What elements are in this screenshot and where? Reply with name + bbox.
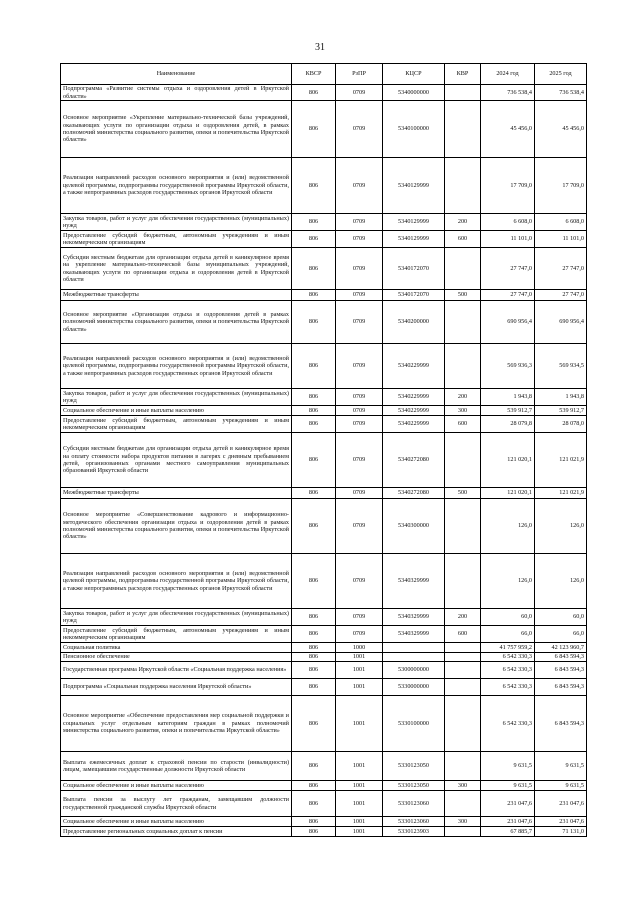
cell-kcsr: 5330123060: [383, 817, 445, 827]
cell-kvsr: 806: [292, 158, 336, 214]
cell-kvr: [445, 662, 481, 679]
table-row: [61, 389, 587, 406]
cell-rzpr: 1001: [336, 752, 383, 781]
cell-y2024: 569 936,3: [481, 344, 535, 389]
cell-y2024: 121 020,1: [481, 433, 535, 488]
cell-name: Субсидии местным бюджетам для организации отдыха детей в каникулярное время на оплату стоимости набора продуктов питания в лагерях с дневным пребыванием детей, организованных органами местного самоуправления муниципальных образований Иркутской области: [61, 433, 292, 488]
cell-kcsr: 5340100000: [383, 101, 445, 158]
table-row: [61, 416, 587, 433]
cell-rzpr: 1001: [336, 653, 383, 662]
cell-y2025: 6 608,0: [535, 214, 587, 231]
cell-kcsr: 5340329999: [383, 626, 445, 643]
header-kcsr: КЦСР: [383, 64, 445, 85]
cell-y2025: 28 078,0: [535, 416, 587, 433]
cell-y2025: 126,0: [535, 554, 587, 609]
cell-kvsr: 806: [292, 85, 336, 101]
table-row: [61, 609, 587, 626]
cell-y2024: 60,0: [481, 609, 535, 626]
cell-name: Социальное обеспечение и иные выплаты населению: [61, 817, 292, 827]
cell-rzpr: 0709: [336, 389, 383, 406]
table-row: [61, 827, 587, 837]
cell-name: Основное мероприятие «Обеспечение предоставления мер социальной поддержки и социальных услуг отдельным категориям граждан в рамках полномочий министерства социального развития, опеки и попечительства Иркутской области»: [61, 696, 292, 752]
cell-kcsr: 5340300000: [383, 499, 445, 554]
cell-kvsr: 806: [292, 214, 336, 231]
cell-name: Государственная программа Иркутской области «Социальная поддержка населения»: [61, 662, 292, 679]
cell-y2024: 6 542 330,3: [481, 696, 535, 752]
cell-y2024: 66,0: [481, 626, 535, 643]
cell-name: Пенсионное обеспечение: [61, 653, 292, 662]
cell-kcsr: 5300000000: [383, 662, 445, 679]
cell-y2025: 6 843 594,3: [535, 696, 587, 752]
cell-kvsr: 806: [292, 416, 336, 433]
cell-kvr: [445, 653, 481, 662]
cell-name: Социальное обеспечение и иные выплаты населению: [61, 406, 292, 416]
cell-kvr: 300: [445, 781, 481, 791]
cell-y2025: 126,0: [535, 499, 587, 554]
cell-kvr: [445, 791, 481, 817]
cell-y2024: 67 885,7: [481, 827, 535, 837]
header-kvsr: КВСР: [292, 64, 336, 85]
cell-name: Выплата ежемесячных доплат к страховой пенсии по старости (инвалидности) лицам, замещавшим государственные должности Иркутской области: [61, 752, 292, 781]
cell-kvr: [445, 248, 481, 290]
cell-rzpr: 0709: [336, 433, 383, 488]
cell-kvr: [445, 696, 481, 752]
cell-y2025: 231 047,6: [535, 817, 587, 827]
cell-y2024: 121 020,1: [481, 488, 535, 499]
table-row: [61, 488, 587, 499]
cell-kvr: [445, 554, 481, 609]
cell-kcsr: 5340229999: [383, 406, 445, 416]
cell-name: Межбюджетные трансферты: [61, 488, 292, 499]
cell-name: Закупка товаров, работ и услуг для обеспечения государственных (муниципальных) нужд: [61, 609, 292, 626]
cell-kvr: [445, 752, 481, 781]
cell-kcsr: 5340272080: [383, 433, 445, 488]
cell-kvr: 600: [445, 626, 481, 643]
cell-y2025: 539 912,7: [535, 406, 587, 416]
cell-y2025: 60,0: [535, 609, 587, 626]
cell-y2025: 11 101,0: [535, 231, 587, 248]
cell-name: Подпрограмма «Развитие системы отдыха и оздоровления детей в Иркутской области»: [61, 85, 292, 101]
cell-kcsr: [383, 643, 445, 653]
table-header-row: [61, 64, 587, 85]
cell-y2024: 231 047,6: [481, 791, 535, 817]
cell-y2025: 66,0: [535, 626, 587, 643]
cell-kvsr: 806: [292, 679, 336, 696]
cell-y2025: 690 956,4: [535, 301, 587, 344]
cell-kvsr: 806: [292, 752, 336, 781]
cell-name: Основное мероприятие «Совершенствование кадрового и информационно-методического обеспечения организации отдыха и оздоровления детей в рамках полномочий министерства социального развития, опеки и попечительства Иркутской области»: [61, 499, 292, 554]
cell-y2025: 71 131,0: [535, 827, 587, 837]
cell-kcsr: 5340129999: [383, 214, 445, 231]
table-row: [61, 791, 587, 817]
table-row: [61, 101, 587, 158]
cell-rzpr: 1001: [336, 827, 383, 837]
cell-rzpr: 0709: [336, 301, 383, 344]
cell-y2024: 539 912,7: [481, 406, 535, 416]
table-row: [61, 231, 587, 248]
cell-name: Основное мероприятие «Укрепление материально-технической базы учреждений, оказывающих услуги по организации отдыха и оздоровления детей, в рамках полномочий министерства социального развития, опеки и попечительства Иркутской области»: [61, 101, 292, 158]
cell-kcsr: 5340229999: [383, 344, 445, 389]
cell-rzpr: 0709: [336, 214, 383, 231]
cell-kcsr: 5340329999: [383, 609, 445, 626]
cell-rzpr: 1001: [336, 781, 383, 791]
cell-kcsr: 5340229999: [383, 389, 445, 406]
table-row: [61, 85, 587, 101]
cell-y2025: 6 843 594,3: [535, 662, 587, 679]
cell-name: Закупка товаров, работ и услуг для обеспечения государственных (муниципальных) нужд: [61, 389, 292, 406]
cell-y2024: 9 631,5: [481, 781, 535, 791]
cell-y2024: 17 709,0: [481, 158, 535, 214]
cell-rzpr: 0709: [336, 290, 383, 301]
cell-kvsr: 806: [292, 389, 336, 406]
cell-kcsr: 5340172070: [383, 290, 445, 301]
cell-kvsr: 806: [292, 827, 336, 837]
cell-y2024: 41 757 959,2: [481, 643, 535, 653]
cell-kvsr: 806: [292, 499, 336, 554]
cell-name: Субсидии местным бюджетам для организации отдыха детей в каникулярное время на укрепление материально-технической базы муниципальных учреждений, оказывающих услуги по организации отдыха и оздоровления детей в Иркутской области: [61, 248, 292, 290]
cell-name: Предоставление региональных социальных доплат к пенсии: [61, 827, 292, 837]
cell-kcsr: 5340000000: [383, 85, 445, 101]
table-row: [61, 499, 587, 554]
cell-kvr: 300: [445, 406, 481, 416]
cell-kvr: [445, 85, 481, 101]
cell-y2024: 231 047,6: [481, 817, 535, 827]
cell-kvr: [445, 643, 481, 653]
cell-name: Выплата пенсии за выслугу лет гражданам, замещавшим должности государственной гражданской службы Иркутской области: [61, 791, 292, 817]
table-row: [61, 406, 587, 416]
cell-kcsr: 5330123050: [383, 781, 445, 791]
table-row: [61, 248, 587, 290]
table-row: [61, 817, 587, 827]
cell-y2024: 126,0: [481, 499, 535, 554]
cell-rzpr: 0709: [336, 609, 383, 626]
budget-table: [60, 63, 587, 837]
cell-name: Предоставление субсидий бюджетным, автономным учреждениям и иным некоммерческим организациям: [61, 626, 292, 643]
cell-kvsr: 806: [292, 653, 336, 662]
cell-rzpr: 0709: [336, 406, 383, 416]
cell-name: Реализация направлений расходов основного мероприятия и (или) ведомственной целевой программы, подпрограммы государственной программы Иркутской области, а также непрограммных расходов государственных органов Иркутской области: [61, 344, 292, 389]
cell-kvsr: 806: [292, 101, 336, 158]
cell-kvsr: 806: [292, 791, 336, 817]
cell-kvsr: 806: [292, 344, 336, 389]
table-row: [61, 554, 587, 609]
cell-kvr: 200: [445, 389, 481, 406]
cell-kcsr: 5330100000: [383, 696, 445, 752]
cell-kcsr: 5330123903: [383, 827, 445, 837]
table-row: [61, 679, 587, 696]
cell-kvr: [445, 433, 481, 488]
cell-name: Социальная политика: [61, 643, 292, 653]
cell-kcsr: 5340329999: [383, 554, 445, 609]
table-row: [61, 344, 587, 389]
cell-kcsr: 5330123060: [383, 791, 445, 817]
cell-y2024: 126,0: [481, 554, 535, 609]
cell-name: Предоставление субсидий бюджетным, автономным учреждениям и иным некоммерческим организациям: [61, 416, 292, 433]
cell-kvr: 300: [445, 817, 481, 827]
cell-rzpr: 0709: [336, 626, 383, 643]
cell-rzpr: 0709: [336, 344, 383, 389]
table-row: [61, 696, 587, 752]
cell-y2025: 27 747,0: [535, 290, 587, 301]
cell-y2024: 28 079,8: [481, 416, 535, 433]
cell-kvr: [445, 101, 481, 158]
cell-kcsr: 5340200000: [383, 301, 445, 344]
table-body: [61, 85, 587, 837]
cell-kvsr: 806: [292, 248, 336, 290]
cell-name: Межбюджетные трансферты: [61, 290, 292, 301]
cell-rzpr: 1001: [336, 679, 383, 696]
cell-y2024: 6 542 330,3: [481, 679, 535, 696]
cell-y2024: 6 542 330,3: [481, 662, 535, 679]
cell-rzpr: 1001: [336, 696, 383, 752]
cell-y2025: 6 843 594,3: [535, 679, 587, 696]
cell-y2025: 9 631,5: [535, 781, 587, 791]
cell-y2025: 45 456,0: [535, 101, 587, 158]
cell-y2024: 736 538,4: [481, 85, 535, 101]
header-rzpr: РзПР: [336, 64, 383, 85]
page-number: 31: [315, 42, 325, 53]
table-row: [61, 214, 587, 231]
cell-y2025: 17 709,0: [535, 158, 587, 214]
cell-y2025: 6 843 594,3: [535, 653, 587, 662]
cell-kcsr: 5340272080: [383, 488, 445, 499]
table-row: [61, 301, 587, 344]
cell-y2024: 9 631,5: [481, 752, 535, 781]
table-row: [61, 662, 587, 679]
cell-y2024: 1 943,8: [481, 389, 535, 406]
cell-name: Реализация направлений расходов основного мероприятия и (или) ведомственной целевой программы, подпрограммы государственной программы Иркутской области, а также непрограммных расходов государственных органов Иркутской области: [61, 158, 292, 214]
cell-kvsr: 806: [292, 554, 336, 609]
cell-y2024: 11 101,0: [481, 231, 535, 248]
cell-rzpr: 0709: [336, 101, 383, 158]
cell-kcsr: 5340129999: [383, 231, 445, 248]
cell-kvsr: 806: [292, 301, 336, 344]
cell-kvr: [445, 301, 481, 344]
cell-y2024: 27 747,0: [481, 248, 535, 290]
table-row: [61, 290, 587, 301]
cell-rzpr: 0709: [336, 248, 383, 290]
cell-y2024: 6 608,0: [481, 214, 535, 231]
cell-kvsr: 806: [292, 696, 336, 752]
header-kvr: КВР: [445, 64, 481, 85]
cell-kcsr: 5340129999: [383, 158, 445, 214]
cell-kcsr: 5340172070: [383, 248, 445, 290]
cell-kvr: [445, 827, 481, 837]
cell-y2025: 231 047,6: [535, 791, 587, 817]
cell-kvsr: 806: [292, 433, 336, 488]
cell-kvr: 500: [445, 290, 481, 301]
cell-kvsr: 806: [292, 662, 336, 679]
cell-kvsr: 806: [292, 781, 336, 791]
cell-rzpr: 0709: [336, 231, 383, 248]
table-row: [61, 781, 587, 791]
cell-kvsr: 806: [292, 817, 336, 827]
table-row: [61, 626, 587, 643]
cell-kvsr: 806: [292, 488, 336, 499]
cell-rzpr: 0709: [336, 416, 383, 433]
cell-y2025: 1 943,8: [535, 389, 587, 406]
cell-kcsr: 5340229999: [383, 416, 445, 433]
cell-y2025: 736 538,4: [535, 85, 587, 101]
cell-y2025: 42 123 960,7: [535, 643, 587, 653]
cell-rzpr: 0709: [336, 488, 383, 499]
cell-kvr: 200: [445, 609, 481, 626]
cell-kvsr: 806: [292, 406, 336, 416]
table-row: [61, 158, 587, 214]
table-row: [61, 752, 587, 781]
cell-y2025: 9 631,5: [535, 752, 587, 781]
cell-kvsr: 806: [292, 290, 336, 301]
table-row: [61, 653, 587, 662]
cell-y2025: 569 934,5: [535, 344, 587, 389]
cell-rzpr: 0709: [336, 499, 383, 554]
cell-kvr: [445, 499, 481, 554]
cell-name: Социальное обеспечение и иные выплаты населению: [61, 781, 292, 791]
cell-kvr: 500: [445, 488, 481, 499]
cell-kcsr: [383, 653, 445, 662]
cell-kcsr: 5330123050: [383, 752, 445, 781]
cell-y2025: 121 021,9: [535, 433, 587, 488]
cell-name: Реализация направлений расходов основного мероприятия и (или) ведомственной целевой программы, подпрограммы государственной программы Иркутской области, а также непрограммных расходов государственных органов Иркутской области: [61, 554, 292, 609]
header-name: Наименование: [61, 64, 292, 85]
header-2024: 2024 год: [481, 64, 535, 85]
cell-kvr: [445, 158, 481, 214]
cell-kvsr: 806: [292, 609, 336, 626]
cell-y2024: 6 542 330,3: [481, 653, 535, 662]
cell-name: Основное мероприятие «Организация отдыха и оздоровления детей в рамках полномочий министерства социального развития, опеки и попечительства Иркутской области»: [61, 301, 292, 344]
cell-kvsr: 806: [292, 643, 336, 653]
cell-y2024: 27 747,0: [481, 290, 535, 301]
cell-kvsr: 806: [292, 626, 336, 643]
cell-kvr: [445, 679, 481, 696]
cell-rzpr: 0709: [336, 554, 383, 609]
cell-kvr: 200: [445, 214, 481, 231]
cell-y2025: 27 747,0: [535, 248, 587, 290]
cell-kvr: 600: [445, 231, 481, 248]
cell-kvr: 600: [445, 416, 481, 433]
header-2025: 2025 год: [535, 64, 587, 85]
cell-rzpr: 1001: [336, 662, 383, 679]
cell-kvr: [445, 344, 481, 389]
cell-y2025: 121 021,9: [535, 488, 587, 499]
cell-name: Закупка товаров, работ и услуг для обеспечения государственных (муниципальных) нужд: [61, 214, 292, 231]
cell-y2024: 690 956,4: [481, 301, 535, 344]
cell-rzpr: 1001: [336, 791, 383, 817]
table-row: [61, 643, 587, 653]
cell-kvsr: 806: [292, 231, 336, 248]
cell-rzpr: 1001: [336, 817, 383, 827]
cell-rzpr: 0709: [336, 85, 383, 101]
cell-kcsr: 5330000000: [383, 679, 445, 696]
cell-name: Подпрограмма «Социальная поддержка населения Иркутской области»: [61, 679, 292, 696]
table-row: [61, 433, 587, 488]
cell-name: Предоставление субсидий бюджетным, автономным учреждениям и иным некоммерческим организациям: [61, 231, 292, 248]
cell-rzpr: 1000: [336, 643, 383, 653]
cell-rzpr: 0709: [336, 158, 383, 214]
cell-y2024: 45 456,0: [481, 101, 535, 158]
